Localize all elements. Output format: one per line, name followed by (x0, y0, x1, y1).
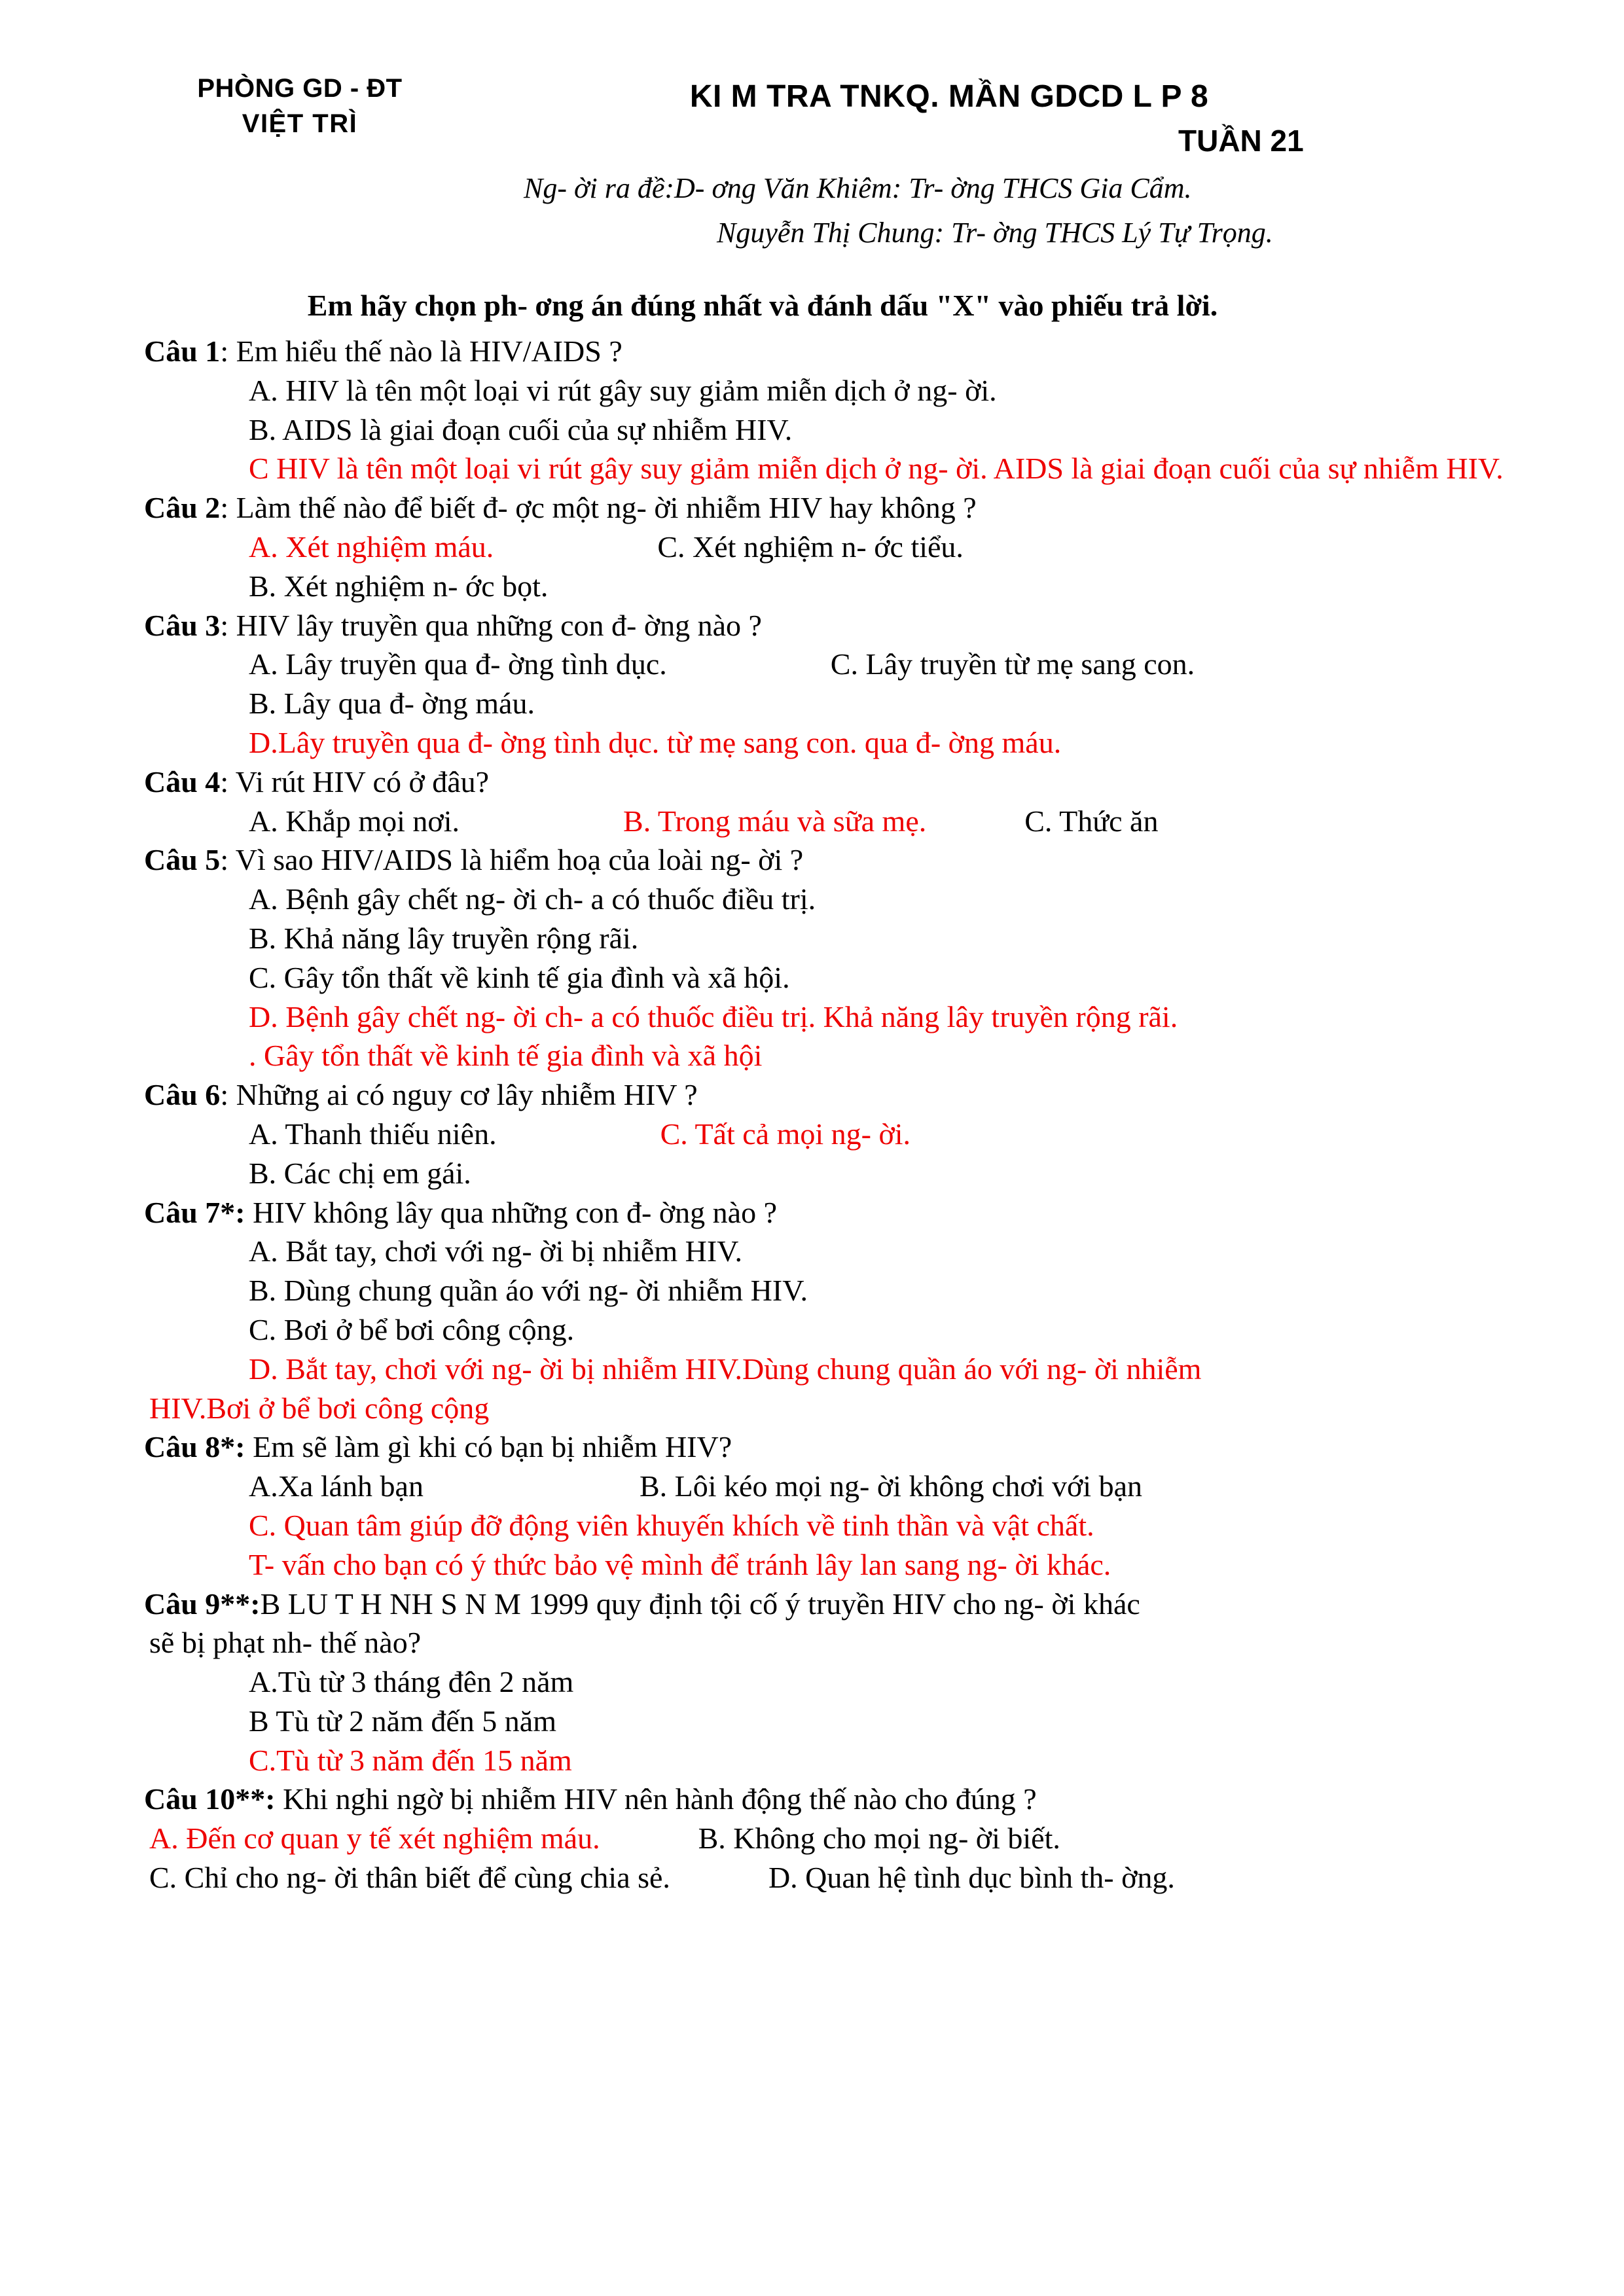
question-stem (144, 1585, 1513, 1624)
question-list (0, 332, 1624, 1897)
question-number: Câu 4 (144, 764, 221, 798)
question-number: Câu 8*: (144, 1430, 245, 1464)
option-text: B Tù từ 2 năm đến 5 năm (249, 1704, 556, 1738)
option-text: A. Xét nghiệm máu. (249, 529, 494, 564)
question-2 (0, 488, 1624, 528)
exam-title: KI M TRA TNKQ. MẦN GDCD L P 8 (689, 79, 1209, 114)
question-1 (0, 332, 1624, 371)
option-6-1[interactable] (0, 1115, 1624, 1154)
question-stem (144, 1075, 1513, 1115)
question-number: Câu 2 (144, 491, 221, 525)
question-stem (144, 840, 1513, 880)
option-10-2[interactable] (0, 1858, 1624, 1897)
option-9-1[interactable] (0, 1662, 1624, 1702)
question-stem (144, 1427, 1513, 1467)
option-text: D. Bắt tay, chơi với ng- ời bị nhiễm HIV.Dùng chung quần áo với ng- ời nhiễm (249, 1352, 1202, 1386)
option-text-secondary: B. Lôi kéo mọi ng- ời không chơi với bạn (639, 1469, 1142, 1503)
author-line-1: Ng- ời ra đề:D- ơng Văn Khiêm: Tr- ờng THCS Gia Cẩm. (524, 172, 1192, 204)
option-7-3[interactable] (0, 1310, 1624, 1350)
instruction-text: Em hãy chọn ph- ơng án đúng nhất và đánh dấu "X" vào phiếu trả lời. (307, 289, 1218, 322)
option-8-3[interactable] (0, 1545, 1624, 1585)
question-8 (0, 1427, 1624, 1467)
question-text-cont: sẽ bị phạt nh- thế nào? (149, 1626, 422, 1660)
question-stem (144, 488, 1513, 528)
option-text: A.Tù từ 3 tháng đên 2 năm (249, 1665, 574, 1699)
option-text: A. Bệnh gây chết ng- ời ch- a có thuốc điều trị. (249, 882, 816, 916)
question-text: HIV không lây qua những con đ- ờng nào ? (245, 1195, 777, 1229)
option-text: B. Dùng chung quần áo với ng- ời nhiễm HIV. (249, 1274, 808, 1308)
option-text: A. Khắp mọi nơi. (249, 804, 460, 838)
document-header (0, 0, 1624, 249)
option-text: A. Thanh thiếu niên. (249, 1117, 497, 1151)
option-text-secondary: D. Quan hệ tình dục bình th- ờng. (768, 1861, 1175, 1895)
question-text: : Em hiểu thế nào là HIV/AIDS ? (220, 334, 623, 368)
question-text: : Làm thế nào để biết đ- ợc một ng- ời nhiễm HIV hay không ? (220, 491, 977, 525)
author-line-2: Nguyễn Thị Chung: Tr- ờng THCS Lý Tự Trọng. (717, 217, 1273, 249)
option-text: A. HIV là tên một loại vi rút gây suy giảm miễn dịch ở ng- ời. (249, 373, 997, 407)
document-body (0, 288, 1624, 1897)
option-text: A.Xa lánh bạn (249, 1469, 424, 1503)
question-number: Câu 5 (144, 843, 221, 877)
question-text: : Vi rút HIV có ở đâu? (220, 764, 490, 798)
option-8-2[interactable] (0, 1506, 1624, 1545)
option-1-3[interactable] (0, 449, 1624, 488)
week-label: TUẦN 21 (1178, 124, 1304, 158)
question-6 (0, 1075, 1624, 1115)
option-7-4[interactable] (0, 1350, 1624, 1389)
option-text-secondary: C. Xét nghiệm n- ớc tiểu. (657, 529, 964, 564)
option-text-secondary: C. Tất cả mọi ng- ời. (660, 1117, 911, 1151)
question-text: Khi nghi ngờ bị nhiễm HIV nên hành động thế nào cho đúng ? (275, 1782, 1037, 1816)
option-3-3[interactable] (0, 723, 1624, 762)
option-text: A. Bắt tay, chơi với ng- ời bị nhiễm HIV. (249, 1234, 742, 1268)
option-1-1[interactable] (0, 371, 1624, 410)
district-name: VIỆT TRÌ (242, 109, 358, 138)
option-text: HIV.Bơi ở bể bơi công cộng (149, 1391, 490, 1425)
option-5-2[interactable] (0, 919, 1624, 958)
option-5-4[interactable] (0, 997, 1624, 1037)
option-5-5[interactable] (0, 1036, 1624, 1075)
option-text: C. Quan tâm giúp đỡ động viên khuyến khích về tinh thần và vật chất. (249, 1508, 1094, 1542)
option-2-2[interactable] (0, 567, 1624, 606)
option-3-1[interactable] (0, 645, 1624, 684)
option-4-1[interactable] (0, 802, 1624, 841)
department-name: PHÒNG GD - ĐT (197, 74, 403, 103)
option-text: B. Khả năng lây truyền rộng rãi. (249, 921, 639, 955)
question-9 (0, 1585, 1624, 1663)
option-5-3[interactable] (0, 958, 1624, 997)
option-text: C.Tù từ 3 năm đến 15 năm (249, 1743, 572, 1777)
question-3 (0, 606, 1624, 645)
question-number: Câu 9**: (144, 1587, 261, 1621)
question-10 (0, 1780, 1624, 1819)
school-block (162, 71, 437, 141)
option-text-secondary: B. Không cho mọi ng- ời biết. (698, 1821, 1060, 1856)
option-2-1[interactable] (0, 528, 1624, 567)
option-text-secondary: C. Lây truyền từ mẹ sang con. (830, 647, 1195, 681)
option-text: T- vấn cho bạn có ý thức bảo vệ mình để tránh lây lan sang ng- ời khác. (249, 1547, 1111, 1581)
question-stem (144, 606, 1513, 645)
option-7-2[interactable] (0, 1271, 1624, 1310)
option-8-1[interactable] (0, 1467, 1624, 1506)
option-text: C. Bơi ở bể bơi công cộng. (249, 1312, 575, 1346)
question-number: Câu 7*: (144, 1195, 245, 1229)
option-text: D.Lây truyền qua đ- ờng tình dục. từ mẹ sang con. qua đ- ờng máu. (249, 725, 1062, 759)
option-text-secondary: B. Trong máu và sữa mẹ. (623, 804, 927, 838)
option-9-3[interactable] (0, 1741, 1624, 1780)
question-text: : Những ai có nguy cơ lây nhiễm HIV ? (220, 1078, 698, 1112)
option-10-1[interactable] (0, 1819, 1624, 1858)
option-text: B. Lây qua đ- ờng máu. (249, 687, 535, 721)
option-5-1[interactable] (0, 880, 1624, 919)
option-text: A. Đến cơ quan y tế xét nghiệm máu. (149, 1821, 600, 1856)
question-stem (144, 1780, 1513, 1819)
option-text: B. Các chị em gái. (249, 1156, 471, 1190)
question-stem (144, 762, 1513, 802)
question-text: : Vì sao HIV/AIDS là hiểm hoạ của loài ng- ời ? (220, 843, 804, 877)
option-1-2[interactable] (0, 410, 1624, 450)
option-text: C. Gây tổn thất về kinh tế gia đình và xã hội. (249, 960, 790, 994)
question-number: Câu 10**: (144, 1782, 276, 1816)
question-number: Câu 6 (144, 1078, 221, 1112)
option-7-1[interactable] (0, 1232, 1624, 1271)
option-6-2[interactable] (0, 1154, 1624, 1193)
question-5 (0, 840, 1624, 880)
option-text: B. AIDS là giai đoạn cuối của sự nhiễm HIV. (249, 412, 793, 446)
option-text: D. Bệnh gây chết ng- ời ch- a có thuốc điều trị. Khả năng lây truyền rộng rãi. (249, 999, 1178, 1033)
question-stem (144, 332, 1513, 371)
option-7-5[interactable] (0, 1389, 1624, 1428)
option-text-tertiary: C. Thức ăn (1024, 804, 1159, 838)
question-text: B LU T H NH S N M 1999 quy định tội cố ý truyền HIV cho ng- ời khác (260, 1587, 1140, 1621)
question-number: Câu 1 (144, 334, 221, 368)
option-text: . Gây tổn thất về kinh tế gia đình và xã hội (249, 1039, 763, 1073)
option-text: C. Chỉ cho ng- ời thân biết để cùng chia sẻ. (149, 1861, 670, 1895)
option-text: A. Lây truyền qua đ- ờng tình dục. (249, 647, 667, 681)
question-4 (0, 762, 1624, 802)
option-text: C HIV là tên một loại vi rút gây suy giảm miễn dịch ở ng- ời. AIDS là giai đoạn cuối của sự nhiễm HIV. (249, 452, 1504, 486)
question-text: Em sẽ làm gì khi có bạn bị nhiễm HIV? (245, 1430, 732, 1464)
question-text: : HIV lây truyền qua những con đ- ờng nào ? (220, 608, 762, 642)
question-7 (0, 1193, 1624, 1232)
question-stem (144, 1193, 1513, 1232)
option-text: B. Xét nghiệm n- ớc bọt. (249, 569, 549, 603)
option-9-2[interactable] (0, 1702, 1624, 1741)
question-number: Câu 3 (144, 608, 221, 642)
option-3-2[interactable] (0, 684, 1624, 723)
